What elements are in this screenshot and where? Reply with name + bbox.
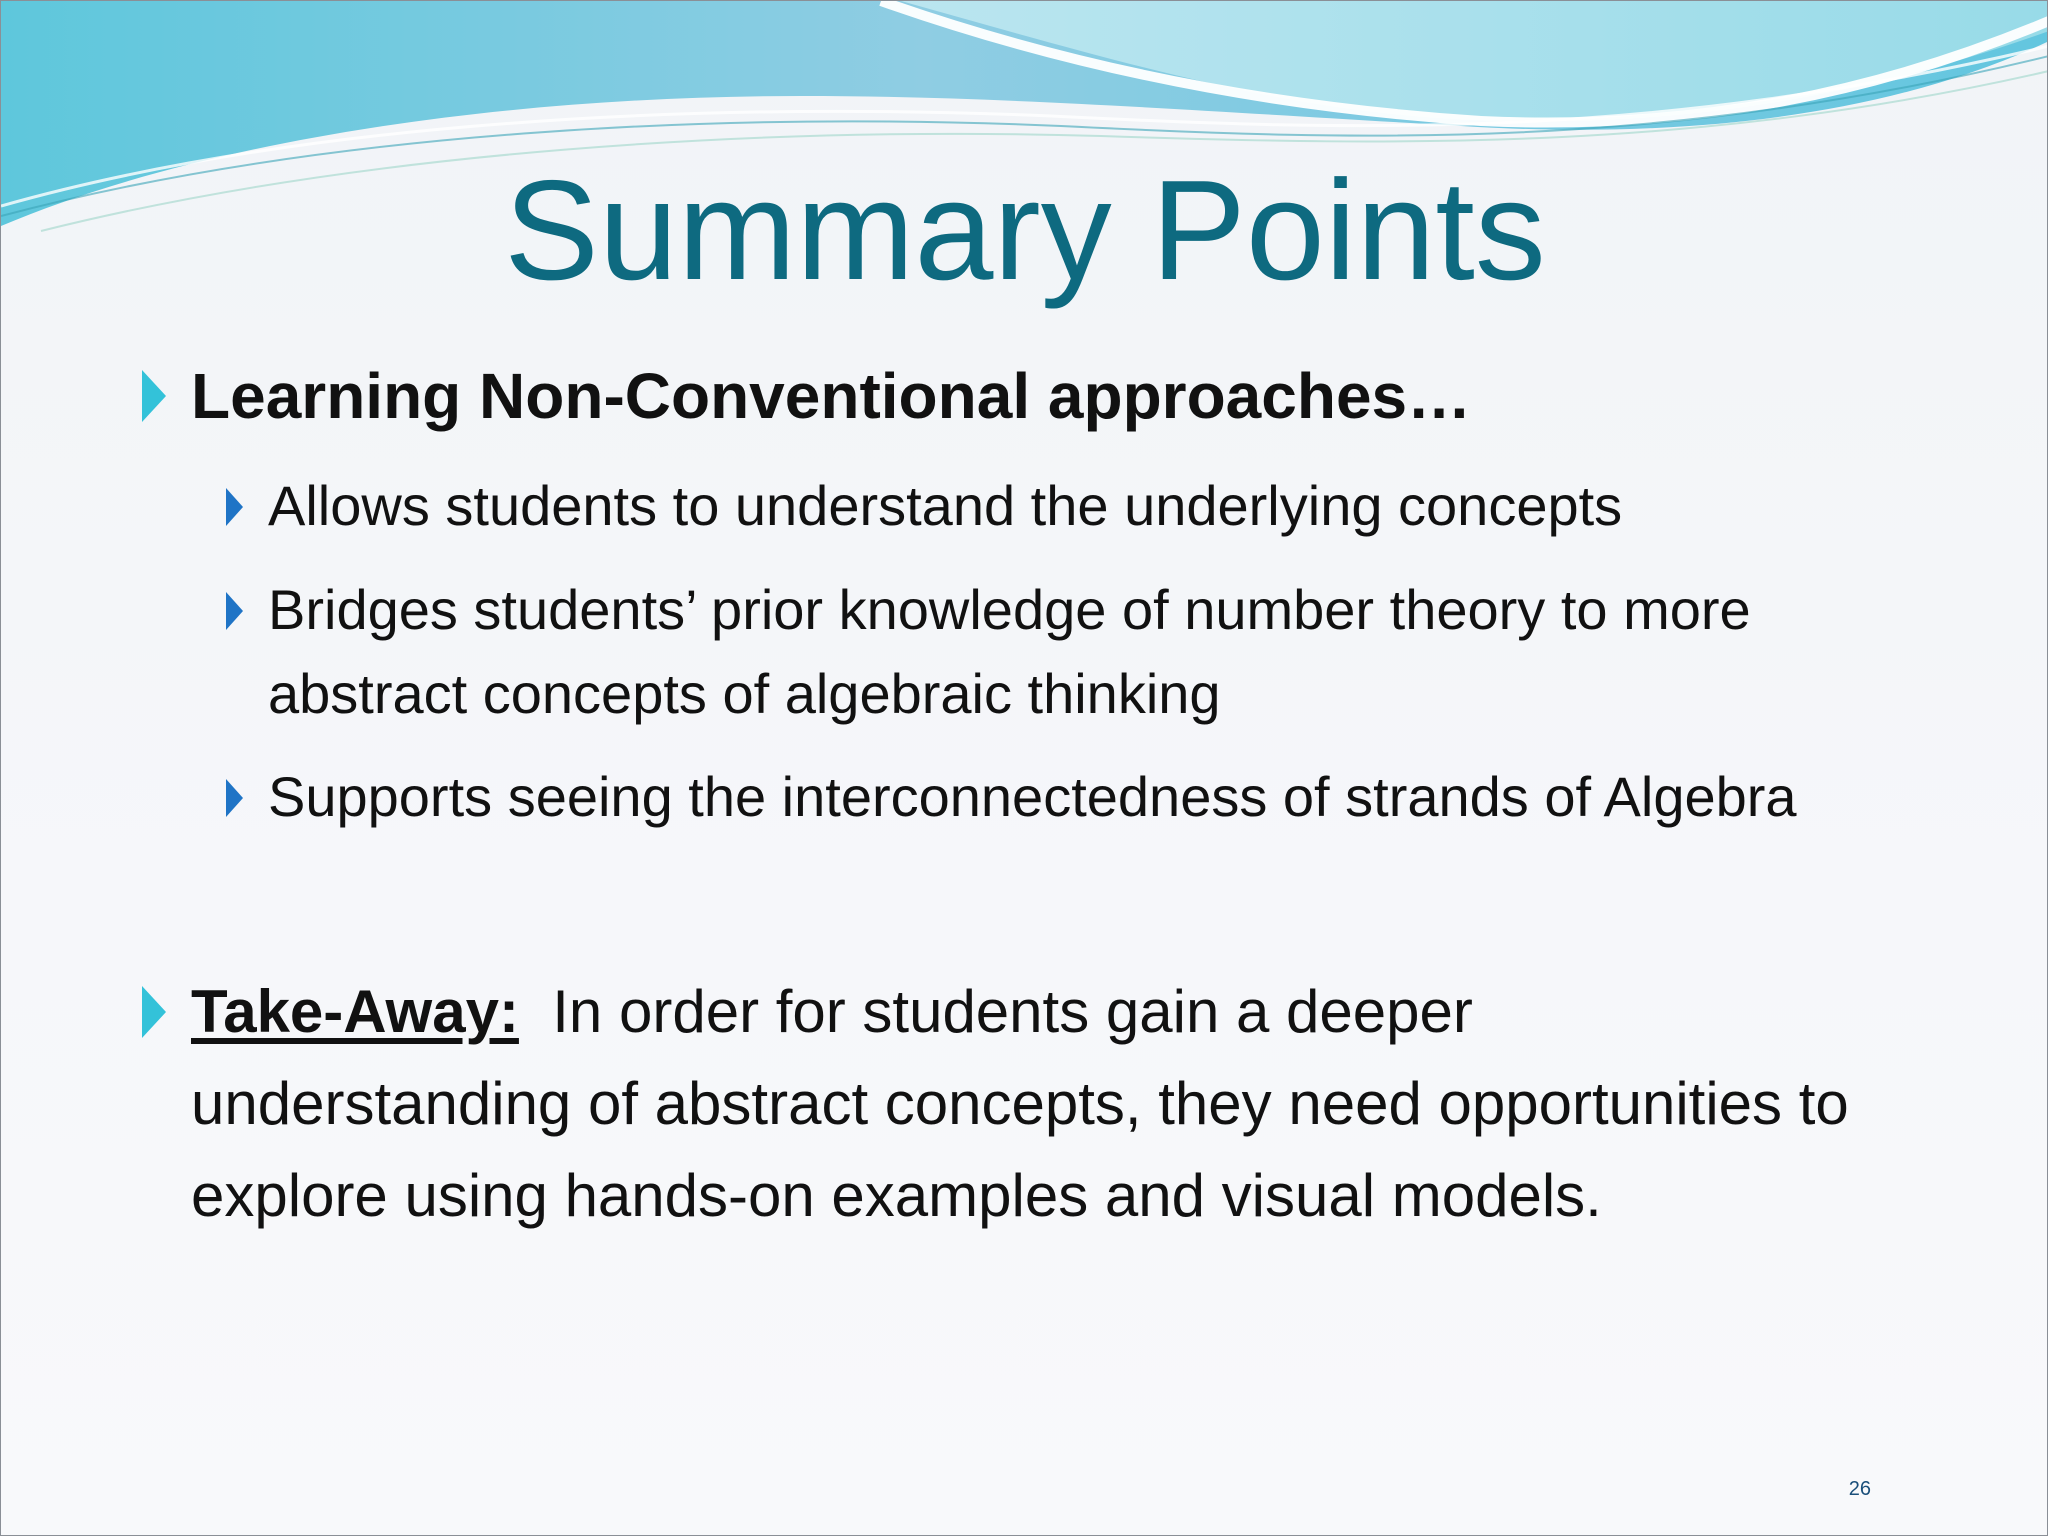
takeaway-line-3: explore using hands-on examples and visual models. [191,1162,1602,1229]
sub-bullet-item: Bridges students’ prior knowledge of number theory to more [268,578,1751,641]
sub-bullet-item-continued: abstract concepts of algebraic thinking [268,662,1221,725]
takeaway-line-1 [191,966,1473,1058]
page-number: 26 [1848,1478,1871,1500]
slide-title: Summary Points [504,151,1546,310]
takeaway-line-2: understanding of abstract concepts, they need opportunities to [191,1070,1849,1137]
sub-bullet-item: Allows students to understand the underlying concepts [268,474,1623,537]
bullet-heading: Learning Non-Conventional approaches… [191,360,1472,432]
bullet-arrow-icon [142,370,166,422]
sub-bullet-arrow-icon [226,779,243,817]
sub-bullet-item: Supports seeing the interconnectedness of strands of Algebra [268,765,1797,828]
takeaway-text: In order for students gain a deeper [552,978,1473,1045]
bullet-arrow-icon [142,986,166,1038]
sub-bullet-arrow-icon [226,592,243,630]
takeaway-label: Take-Away: [191,978,519,1045]
sub-bullet-arrow-icon [226,488,243,526]
